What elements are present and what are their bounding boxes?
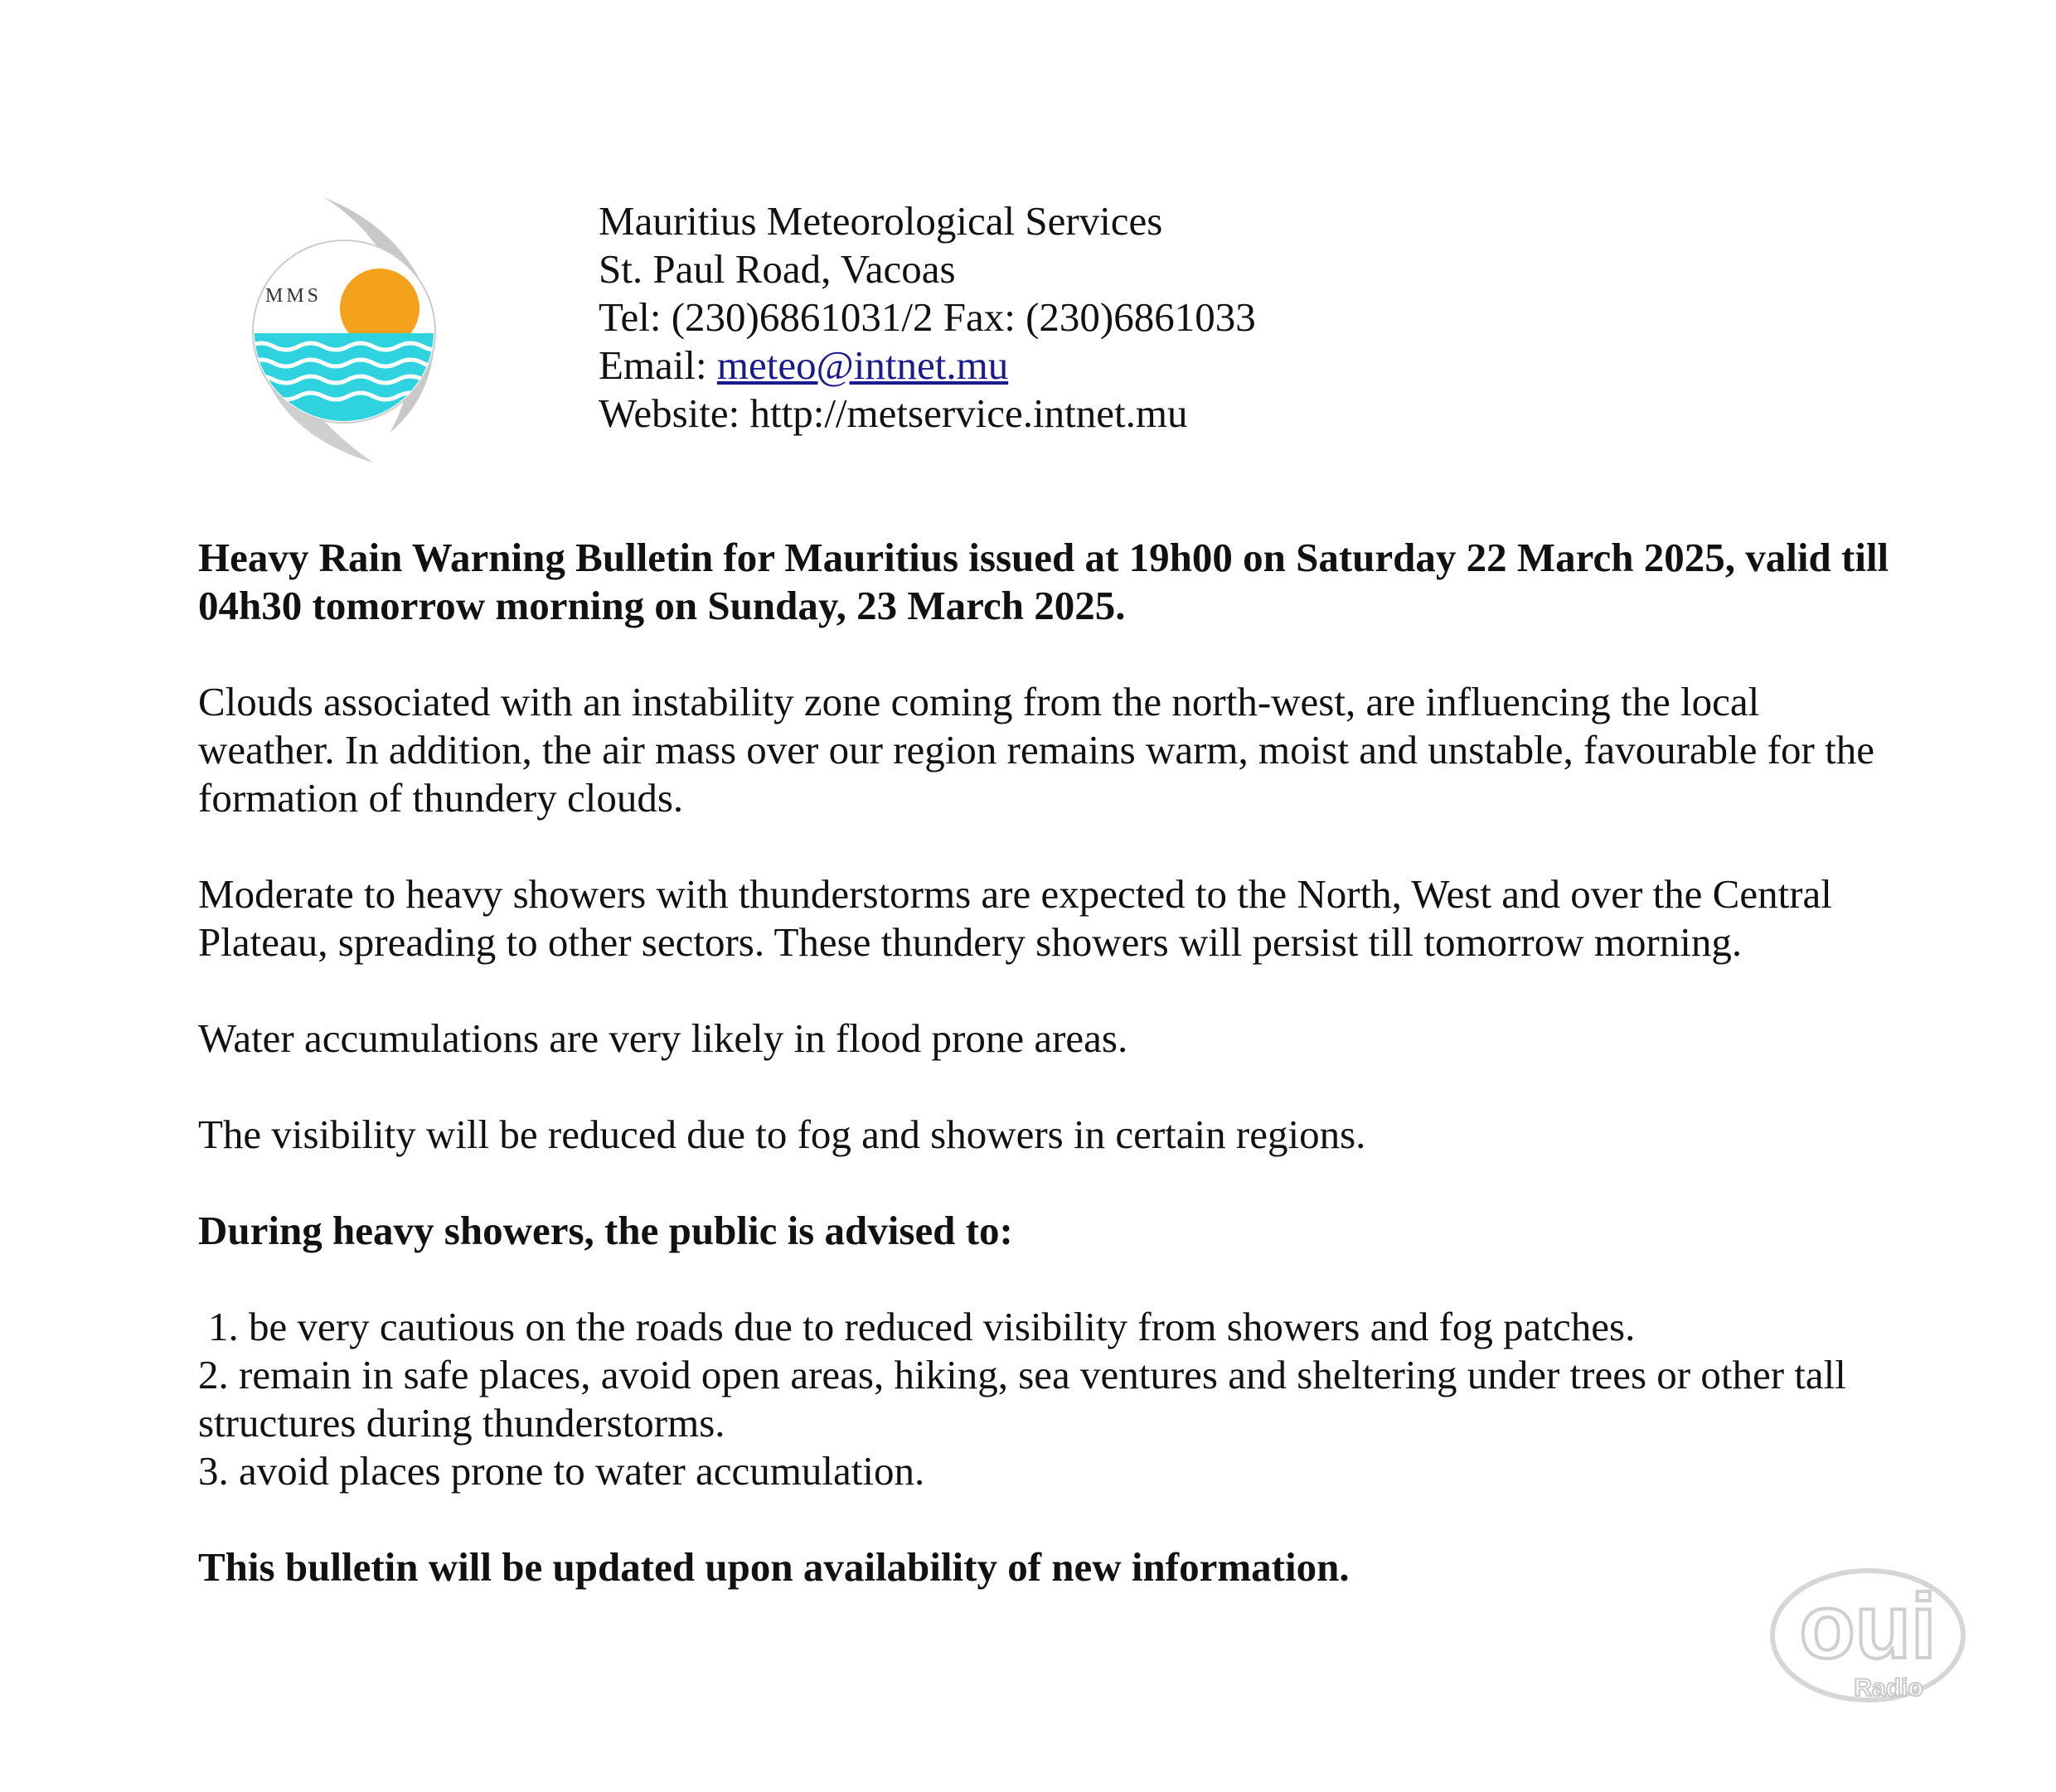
watermark-text: oui (1799, 1576, 1937, 1678)
advice-list (198, 1303, 1889, 1495)
paragraph: Clouds associated with an instability zone coming from the north-west, are influencing the local weather. In addition, the air mass over our region remains warm, moist and unstable, favourable for the formation of thundery clouds. (198, 679, 1874, 821)
mms-logo (240, 192, 456, 466)
website: Website: http://metservice.intnet.mu (599, 390, 1188, 436)
radio-watermark (1764, 1557, 1971, 1722)
paragraph: Water accumulations are very likely in flood prone areas. (198, 1015, 1128, 1061)
tel-fax: Tel: (230)6861031/2 Fax: (230)6861033 (599, 294, 1256, 340)
bulletin-footer: This bulletin will be updated upon availability of new information. (198, 1544, 1350, 1590)
advice-heading: During heavy showers, the public is advised to: (198, 1208, 1013, 1253)
bulletin-body (198, 534, 1889, 1639)
advice-item: 1. be very cautious on the roads due to reduced visibility from showers and fog patches. (208, 1304, 1636, 1349)
org-name: Mauritius Meteorological Services (599, 198, 1163, 244)
watermark-subtext: Radio (1854, 1674, 1923, 1702)
paragraph: The visibility will be reduced due to fog and showers in certain regions. (198, 1112, 1366, 1157)
paragraph: Moderate to heavy showers with thunderstorms are expected to the North, West and over the Central Plateau, spreading to other sectors. These thundery showers will persist till tomorrow morning. (198, 871, 1832, 965)
address: St. Paul Road, Vacoas (599, 246, 956, 292)
logo-text: MMS (265, 285, 322, 307)
bulletin-title: Heavy Rain Warning Bulletin for Mauritius issued at 19h00 on Saturday 22 March 2025, valid till 04h30 tomorrow morning on Sunday, 23 March 2025. (198, 535, 1889, 628)
advice-item: 2. remain in safe places, avoid open areas, hiking, sea ventures and sheltering under trees or other tall structures during thunderstorms. (198, 1352, 1846, 1446)
email-label: Email: (599, 342, 717, 388)
contact-block (599, 197, 1256, 438)
email-line (599, 341, 1256, 390)
advice-item: 3. avoid places prone to water accumulation. (198, 1448, 925, 1494)
email-link[interactable]: meteo@intnet.mu (716, 342, 1009, 388)
